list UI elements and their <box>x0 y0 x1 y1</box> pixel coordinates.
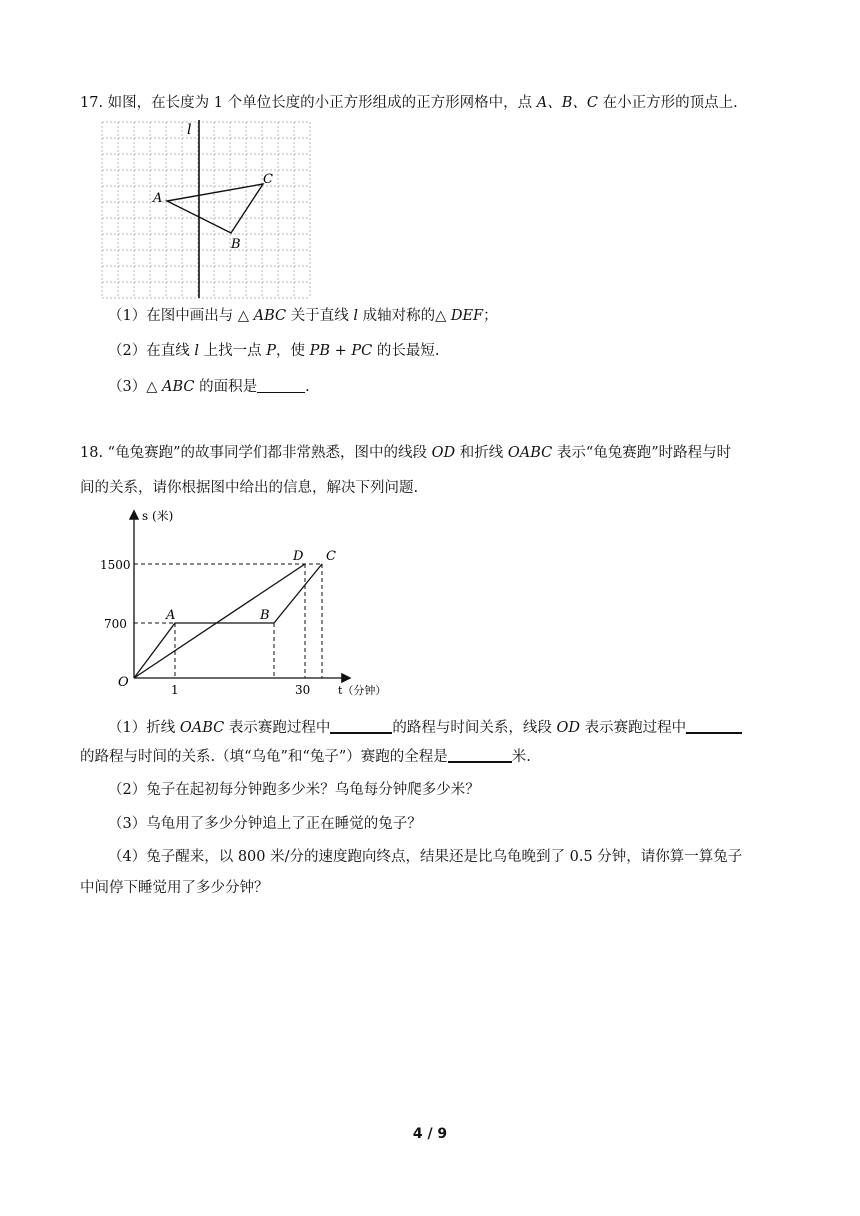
point-b: B <box>260 608 270 623</box>
tick-1: 1 <box>171 683 179 697</box>
q17-part3: （3）△ ABC 的面积是 . <box>108 379 310 395</box>
answer-blank-total[interactable] <box>448 747 512 763</box>
q18-part2: （2）兔子在起初每分钟跑多少米？乌龟每分钟爬多少米？ <box>108 782 480 798</box>
q18-number: 18. <box>80 445 104 461</box>
x-axis-label: t（分钟） <box>338 684 387 697</box>
origin-label: O <box>118 675 129 690</box>
page-number: 4 / 9 <box>412 1126 448 1142</box>
q17-number: 17. <box>80 95 104 111</box>
label-c: C <box>263 172 273 187</box>
q17-stem: 17. 如图，在长度为 1 个单位长度的小正方形组成的正方形网格中，点 A、B、C 在小正方形的顶点上. <box>80 95 738 111</box>
polyline-oabc <box>134 564 322 678</box>
q18-stem-1: 18. “龟兔赛跑”的故事同学们都非常熟悉，图中的线段 OD 和折线 OABC 表示“龟兔赛跑”时路程与时 <box>80 445 732 461</box>
grid <box>102 122 310 298</box>
point-a: A <box>166 608 176 623</box>
q17-part1: （1）在图中画出与 △ ABC 关于直线 l 成轴对称的△ DEF； <box>108 308 498 324</box>
q18-part1-line2: 的路程与时间的关系.（填“乌龟”和“兔子”）赛跑的全程是 米. <box>80 749 531 765</box>
answer-blank-area[interactable] <box>257 378 305 393</box>
q18-part3: （3）乌龟用了多少分钟追上了正在睡觉的兔子？ <box>108 816 422 832</box>
q18-part1-line1: （1）折线 OABC 表示赛跑过程中 的路程与时间关系，线段 OD 表示赛跑过程中 <box>108 718 742 738</box>
q18-chart <box>96 506 396 706</box>
q17-part2: （2）在直线 l 上找一点 P，使 PB + PC 的长最短. <box>108 343 440 359</box>
y-axis-label: s (米) <box>142 509 174 523</box>
point-d: D <box>293 549 304 564</box>
triangle-abc <box>167 184 263 233</box>
label-l: l <box>187 122 192 138</box>
tick-700: 700 <box>104 617 127 631</box>
q18-part4-line1: （4）兔子醒来，以 800 米/分的速度跑向终点，结果还是比乌龟晚到了 0.5 分钟，请你算一算兔子 <box>108 849 743 865</box>
segment-od <box>134 564 305 678</box>
point-c: C <box>326 549 336 564</box>
label-a: A <box>153 191 163 206</box>
answer-blank-od[interactable] <box>686 718 742 734</box>
q18-part4-line2: 中间停下睡觉用了多少分钟？ <box>80 880 269 896</box>
label-b: B <box>231 237 241 252</box>
tick-1500: 1500 <box>100 558 131 572</box>
q18-stem-2: 间的关系，请你根据图中给出的信息，解决下列问题. <box>80 480 419 496</box>
q17-grid-figure <box>100 120 312 300</box>
tick-30: 30 <box>295 683 311 697</box>
answer-blank-oabc[interactable] <box>330 718 392 734</box>
